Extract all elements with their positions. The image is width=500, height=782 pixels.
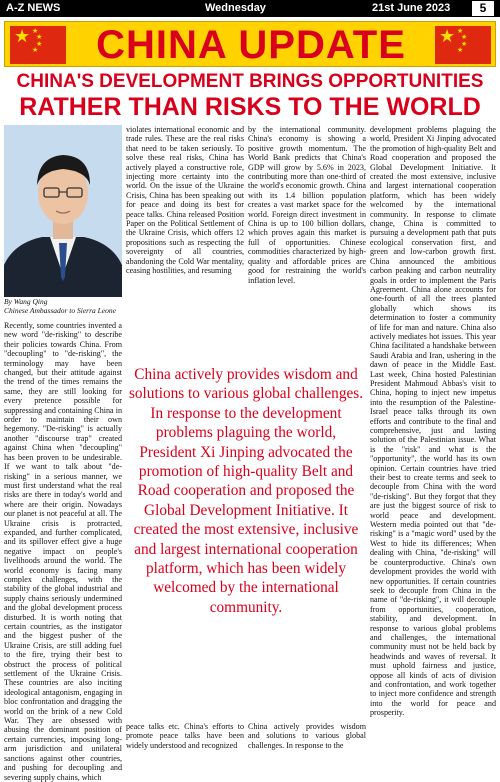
issue-day: Wednesday xyxy=(205,2,266,14)
byline xyxy=(4,297,122,315)
headline-line-1: CHINA'S DEVELOPMENT BRINGS OPPORTUNITIES xyxy=(16,71,484,92)
byline-title: Chinese Ambassador to Sierra Leone xyxy=(4,306,116,315)
page-number: 5 xyxy=(472,1,494,16)
article-text: Recently, some countries invented a new word "de-risking" to describe their policies towards China. From "decoupling" to "de-risking", the terminology may have been changed, but their attitude against the trend of the times remains the same, they are still looking for every pretence possible for suppressing and containing China in order to maintain their own hegemony. "De-risking" is actually another "discourse trap" created against China when "decoupling" has been proven to be undesirable. If we want to talk about "de-risking" in a serious manner, we must first understand what the real risks are there in today's world and where are their origin. Nowadays our planet is not peaceful at all. The Ukraine crisis is protracted, expanded, and further complicated, and its spillover effect give a huge negative impact on people's livelihoods around the world. The world economy is facing many complex challenges, with the stability of the global industrial and supply chains seriously undermined and the global development process disturbed. It is worth noting that certain countries, as the instigator and the biggest pusher of the Ukraine Crisis, are still adding fuel to the fire, trying their best to obstruct the process of political settlement of the Ukraine Crisis. These countries are also inciting ideological antagonism, engaging in bloc confrontation and dragging the world on the brink of a new Cold War. They are obsessed with abusing the dominant position of certain currencies, imposing long-arm jurisdiction and unilateral sanctions against other countries, and pushing for decoupling and severing supply chains, which xyxy=(4,321,122,782)
article-column-4 xyxy=(370,125,496,758)
top-bar xyxy=(0,0,500,17)
article-text: China actively provides wisdom and solutions to various global challenges. In response to the xyxy=(248,722,366,750)
headline-line-2: RATHER THAN RISKS TO THE WORLD xyxy=(19,93,481,121)
section-banner xyxy=(4,21,496,67)
article-column-3-continued xyxy=(248,722,366,758)
article-column-1 xyxy=(4,321,122,782)
byline-author: By Wang Qing xyxy=(4,297,48,306)
article-text: development problems plaguing the world, President Xi Jinping advocated the promotion of high-quality Belt and Road cooperation and proposed the Global Development Initiative. It created the most extensive, inclusive and largest international cooperation platform, which has been widely welcomed by the international community. In response to climate change, China is committed to pursuing a development path that puts ecological conservation first, and green and low-carbon growth first. China announced the ambitious carbon peaking and carbon neutrality goals in order to implement the Paris Agreement. China alone accounts for one-fourth of all the trees planted globally which shows its determination to foster a community of life for man and nature. China also actively mediates hot issues. This year China facilitated a handshake between Saudi Arabia and Iran, ushering in the dawn of peace in the Middle East. Last week, China hosted Palestinian President Mahmoud Abbas's visit to China, hoping to inject new impetus into the resumption of the Palestine-Israel peace talks through its own efforts and contribute to the final and comprehensive, just and lasting solution of the Palestinian issue. What is the "risk" and what is the "opportunity", the world has its own opinion. Certain countries have tried their best to create terms and seek to decouple from China with the word "de-risking". But they forgot that they are just the biggest source of risk to world peace and development. Western media pointed out that "de-risking" is a "magic word" used by the West to hide its differences; When dealing with China, "de-risking" will be counterproductive. China's own development provides the world with new opportunities. If certain countries seek to decouple from China in the name of "de-risking", it will decouple from opportunities, cooperation, stability, and development. In response to various global problems and challenges, the international community must not be held back by headwinds and waves of reversal. It must uphold fairness and justice, oppose all kinds of acts of division and confrontation, and work together to inject more confidence and strength into the world for peace and prosperity. xyxy=(370,125,496,718)
article-text: peace talks etc. China's efforts to promote peace talks have been widely understood and recognized xyxy=(126,722,244,750)
article-text: by the international community. China's economy is showing a positive growth momentum. The World Bank predicts that China's GDP will grow by 5.6% in 2023, contributing more than one-third of the world's economic growth. China with its 1.4 billion population creates a vast market space for the world. Foreign direct investment in China is up to 100 billion dollars, which proves again this market is full of opportunities. Chinese commodities characterized by high-quality and affordable prices are good for restraining the world's inflation level. xyxy=(248,125,366,285)
china-flag-icon: ★ ★ ★ ★ ★ xyxy=(10,26,66,64)
article-column-2 xyxy=(126,125,244,365)
banner-title: CHINA UPDATE xyxy=(96,23,406,67)
article-column-3 xyxy=(248,125,366,365)
issue-date: 21st June 2023 xyxy=(372,2,451,14)
pull-quote: China actively provides wisdom and solutions to various global challenges. In response to the development problems plaguing the world, President Xi Jinping advocated the promotion of high-quality Belt and Road cooperation and proposed the Global Development Initiative. It created the most extensive, inclusive and largest international cooperation platform, which has been widely welcomed by the international community. xyxy=(128,366,364,616)
article-column-2-continued xyxy=(126,722,244,758)
china-flag-icon: ★ ★ ★ ★ ★ xyxy=(435,26,491,64)
author-portrait-icon xyxy=(4,125,122,297)
article-text: violates international economic and trade rules. These are the real risks that need to be taken seriously. To solve these real risks, China has actively played a constructive role, injecting more certainty into the world. On the issue of the Ukraine Crisis, China has been speaking out for peace and doing its best for peace talks. China released Position Paper on the Political Settlement of the Ukraine Crisis, which offers 12 propositions such as respecting the sovereignty of all countries, abandoning the Cold War mentality, ceasing hostilities, and resuming xyxy=(126,125,244,276)
publication-name: A-Z NEWS xyxy=(6,2,61,14)
